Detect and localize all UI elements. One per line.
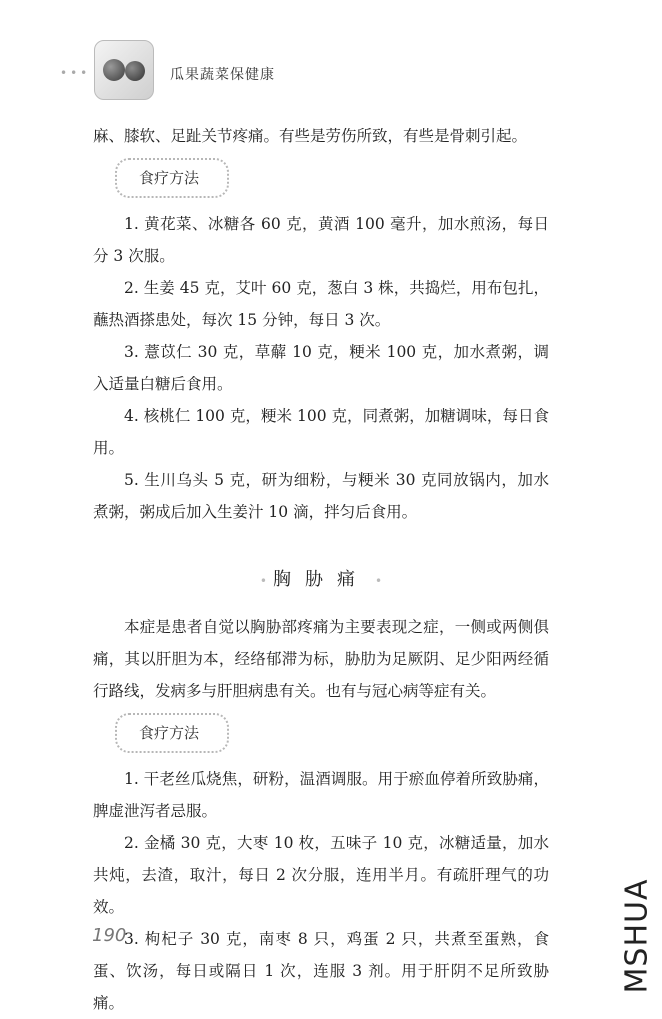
page-header bbox=[60, 40, 660, 110]
section-label: 食疗方法 bbox=[139, 724, 200, 742]
recipe-item: 1. 干老丝瓜烧焦，研粉，温酒调服。用于瘀血停着所致胁痛，脾虚泄泻者忌服。 bbox=[93, 770, 549, 820]
recipe-item: 2. 金橘 30 克，大枣 10 枚，五味子 10 克，冰糖适量，加水共炖，去渣，取汁，每日 2 次分服，连用半月。有疏肝理气的功效。 bbox=[93, 834, 549, 916]
intro-line: 麻、膝软、足趾关节疼痛。有些是劳伤所致，有些是骨刺引起。 bbox=[93, 127, 528, 145]
description-paragraph: 本症是患者自觉以胸胁部疼痛为主要表现之症，一侧或两侧俱痛，其以肝胆为本，经络郁滞为标，胁肋为足厥阴、足少阳两经循行路线，发病多与肝胆病患有关。也有与冠心病等症有关。 bbox=[93, 618, 549, 700]
section-heading bbox=[93, 564, 549, 597]
decorative-dots: ••• bbox=[60, 66, 91, 80]
heading-bullet: • bbox=[259, 574, 267, 588]
recipe-item: 5. 生川乌头 5 克，研为细粉，与粳米 30 克同放锅内，加水煮粥，粥成后加入生姜汁 10 滴，拌匀后食用。 bbox=[93, 471, 549, 521]
page-body bbox=[93, 120, 549, 1019]
recipe-item: 3. 枸杞子 30 克，南枣 8 只，鸡蛋 2 只，共煮至蛋熟，食蛋、饮汤，每日或隔日 1 次，连服 3 剂。用于肝阴不足所致胁痛。 bbox=[93, 930, 549, 1012]
fruit-icon bbox=[103, 59, 125, 81]
heading-bullet: • bbox=[375, 574, 383, 588]
fruit-icon bbox=[125, 61, 145, 81]
book-title: 瓜果蔬菜保健康 bbox=[170, 67, 275, 83]
recipe-item: 3. 薏苡仁 30 克，草薢 10 克，粳米 100 克，加水煮粥，调入适量白糖后食用。 bbox=[93, 343, 549, 393]
section-label-box bbox=[115, 713, 229, 753]
section-label-box bbox=[115, 158, 229, 198]
watermark-text: MSHUA bbox=[619, 878, 655, 994]
section-label: 食疗方法 bbox=[139, 169, 200, 187]
heading-title: 胸胁痛 bbox=[273, 569, 369, 590]
recipe-item: 4. 核桃仁 100 克，粳米 100 克，同煮粥，加糖调味，每日食用。 bbox=[93, 407, 549, 457]
recipe-item: 1. 黄花菜、冰糖各 60 克，黄酒 100 毫升，加水煎汤，每日分 3 次服。 bbox=[93, 215, 549, 265]
recipe-item: 2. 生姜 45 克，艾叶 60 克，葱白 3 株，共捣烂，用布包扎，蘸热酒搽患处，每次 15 分钟，每日 3 次。 bbox=[93, 279, 549, 329]
fruit-logo-icon bbox=[94, 40, 154, 100]
watermark bbox=[613, 870, 661, 1000]
page-number: 190 bbox=[92, 925, 127, 946]
